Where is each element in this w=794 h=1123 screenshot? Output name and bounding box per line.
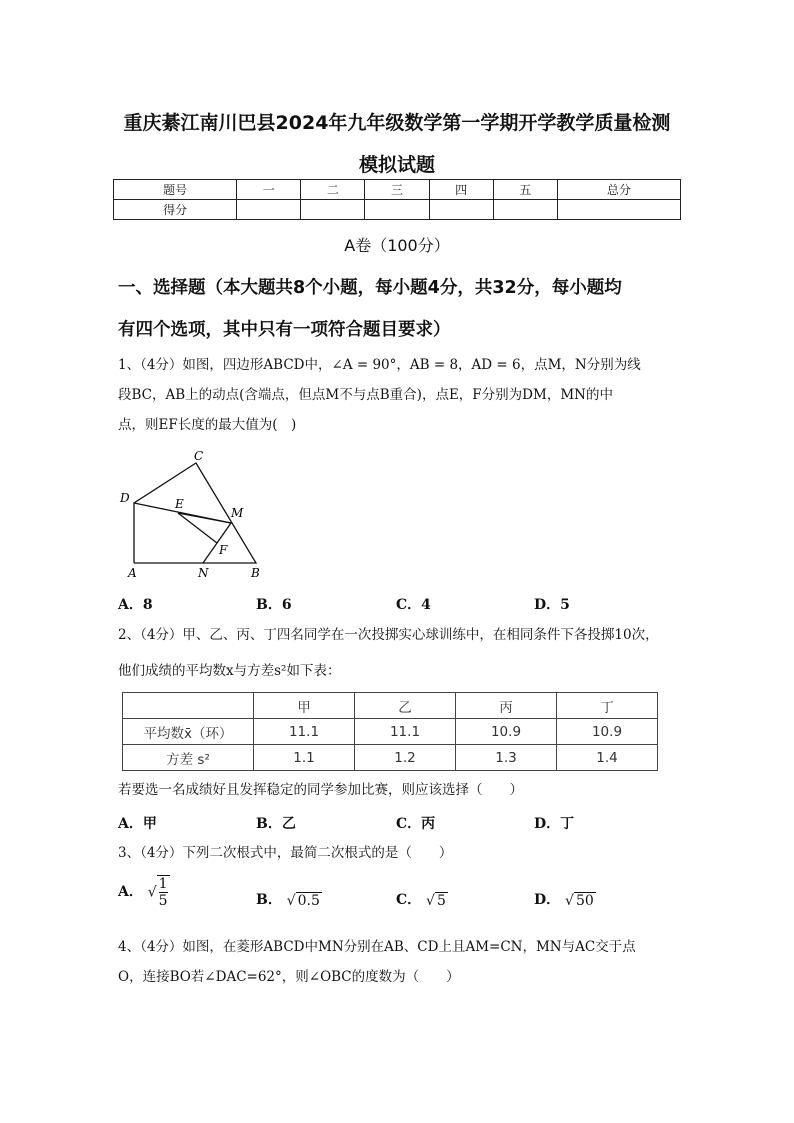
q2-line3: 若要选一名成绩好且发挥稳定的同学参加比赛，则应该选择（ ）: [118, 782, 523, 798]
label-n: N: [198, 566, 209, 580]
stats-cell: 11.1: [254, 719, 355, 745]
q1-line3: 点，则EF长度的最大值为( ): [118, 417, 297, 433]
stats-cell: 1.4: [557, 745, 658, 771]
stats-header-cell: 乙: [355, 693, 456, 719]
fraction-numerator: 1: [158, 876, 168, 892]
q2-option-d[interactable]: D．丁: [534, 816, 575, 832]
stats-cell: 1.1: [254, 745, 355, 771]
segment-em: [178, 513, 231, 523]
score-cell: 三: [365, 180, 429, 200]
part1-heading-line2: 有四个选项，其中只有一项符合题目要求）: [118, 320, 451, 340]
label-f: F: [219, 543, 228, 557]
stats-cell: 10.9: [557, 719, 658, 745]
score-table-header-row: [114, 180, 681, 200]
segment-ef: [178, 513, 217, 543]
score-table-score-row: [114, 200, 681, 220]
fraction-denominator: 5: [158, 893, 168, 909]
q3-option-d-label: D．: [534, 892, 561, 908]
sqrt-expression: √ 0.5: [286, 892, 320, 909]
radicand: 5: [436, 892, 446, 909]
label-d: D: [120, 491, 130, 505]
score-input-cell[interactable]: [429, 200, 493, 220]
radicand: 50: [575, 892, 594, 909]
sqrt-expression: √ 50: [565, 892, 594, 909]
label-c: C: [194, 449, 204, 463]
stats-header-cell: 甲: [254, 693, 355, 719]
stats-header-cell: 丁: [557, 693, 658, 719]
q3-option-c-label: C．: [396, 892, 422, 908]
q3-line1: 3、（4分）下列二次根式中，最简二次根式的是（ ）: [118, 845, 453, 861]
q2-option-a[interactable]: A．甲: [118, 816, 157, 832]
stats-header-row: [123, 693, 658, 719]
exam-title-line1: 重庆綦江南川巴县2024年九年级数学第一学期开学教学质量检测: [123, 112, 671, 134]
q2-line1: 2、（4分）甲、乙、丙、丁四名同学在一次投掷实心球训练中，在相同条件下各投掷10次，: [118, 627, 659, 643]
q1-line1: 1、（4分）如图，四边形ABCD中，∠A = 90°，AB = 8，AD = 6，点M，N分别为线: [118, 357, 641, 373]
q2-stats-table: [122, 692, 658, 771]
q4-line1: 4、（4分）如图，在菱形ABCD中MN分别在AB、CD上且AM=CN，MN与AC交于点: [118, 939, 636, 955]
label-m: M: [231, 506, 244, 520]
part1-heading-line1: 一、选择题（本大题共8个小题，每小题4分，共32分，每小题均: [118, 278, 622, 298]
stats-cell: 1.2: [355, 745, 456, 771]
sqrt-expression: √ 5: [426, 892, 446, 909]
label-a: A: [128, 566, 137, 580]
stats-cell: 11.1: [355, 719, 456, 745]
score-input-cell[interactable]: [557, 200, 680, 220]
score-input-cell[interactable]: [365, 200, 429, 220]
score-cell: 题号: [114, 180, 237, 200]
score-input-cell[interactable]: [301, 200, 365, 220]
q4-line2: O，连接BO若∠DAC=62°，则∠OBC的度数为（ ）: [118, 969, 460, 985]
label-e: E: [175, 497, 184, 511]
stats-row-label: 平均数x̄（环）: [123, 719, 254, 745]
score-cell: 得分: [114, 200, 237, 220]
score-table: [113, 179, 681, 220]
stats-header-cell: 丙: [456, 693, 557, 719]
q1-quadrilateral-figure: [118, 446, 278, 586]
sqrt-fraction: √ $\frac{1}{5}$: [147, 876, 168, 909]
q2-line2: 他们成绩的平均数x与方差s²如下表：: [118, 663, 341, 679]
q3-option-a-label: A．: [118, 884, 143, 900]
q3-option-b-label: B．: [256, 892, 282, 908]
exam-title-line2: 模拟试题: [358, 154, 435, 176]
q1-option-c[interactable]: C．4: [396, 597, 431, 613]
score-cell: 五: [493, 180, 557, 200]
q2-option-c[interactable]: C．丙: [396, 816, 436, 832]
stats-mean-row: [123, 719, 658, 745]
stats-cell: 1.3: [456, 745, 557, 771]
q1-option-b[interactable]: B．6: [256, 597, 292, 613]
q3-option-b[interactable]: [256, 889, 322, 909]
label-b: B: [251, 566, 260, 580]
q1-option-a[interactable]: A．8: [118, 597, 153, 613]
q3-option-a[interactable]: [118, 875, 170, 909]
score-cell: 总分: [557, 180, 680, 200]
score-input-cell[interactable]: [237, 200, 301, 220]
stats-cell: 10.9: [456, 719, 557, 745]
score-cell: 四: [429, 180, 493, 200]
q2-option-b[interactable]: B．乙: [256, 816, 296, 832]
stats-variance-row: [123, 745, 658, 771]
section-a-title: A卷（100分）: [344, 236, 450, 255]
q1-line2: 段BC，AB上的动点(含端点，但点M不与点B重合)，点E，F分别为DM，MN的中: [118, 387, 613, 403]
stats-row-label: 方差 s²: [123, 745, 254, 771]
score-input-cell[interactable]: [493, 200, 557, 220]
q3-option-c[interactable]: [396, 889, 448, 909]
stats-cell: [123, 693, 254, 719]
q3-option-d[interactable]: [534, 889, 596, 909]
radicand: 0.5: [297, 892, 320, 909]
score-cell: 二: [301, 180, 365, 200]
score-cell: 一: [237, 180, 301, 200]
q1-option-d[interactable]: D．5: [534, 597, 570, 613]
